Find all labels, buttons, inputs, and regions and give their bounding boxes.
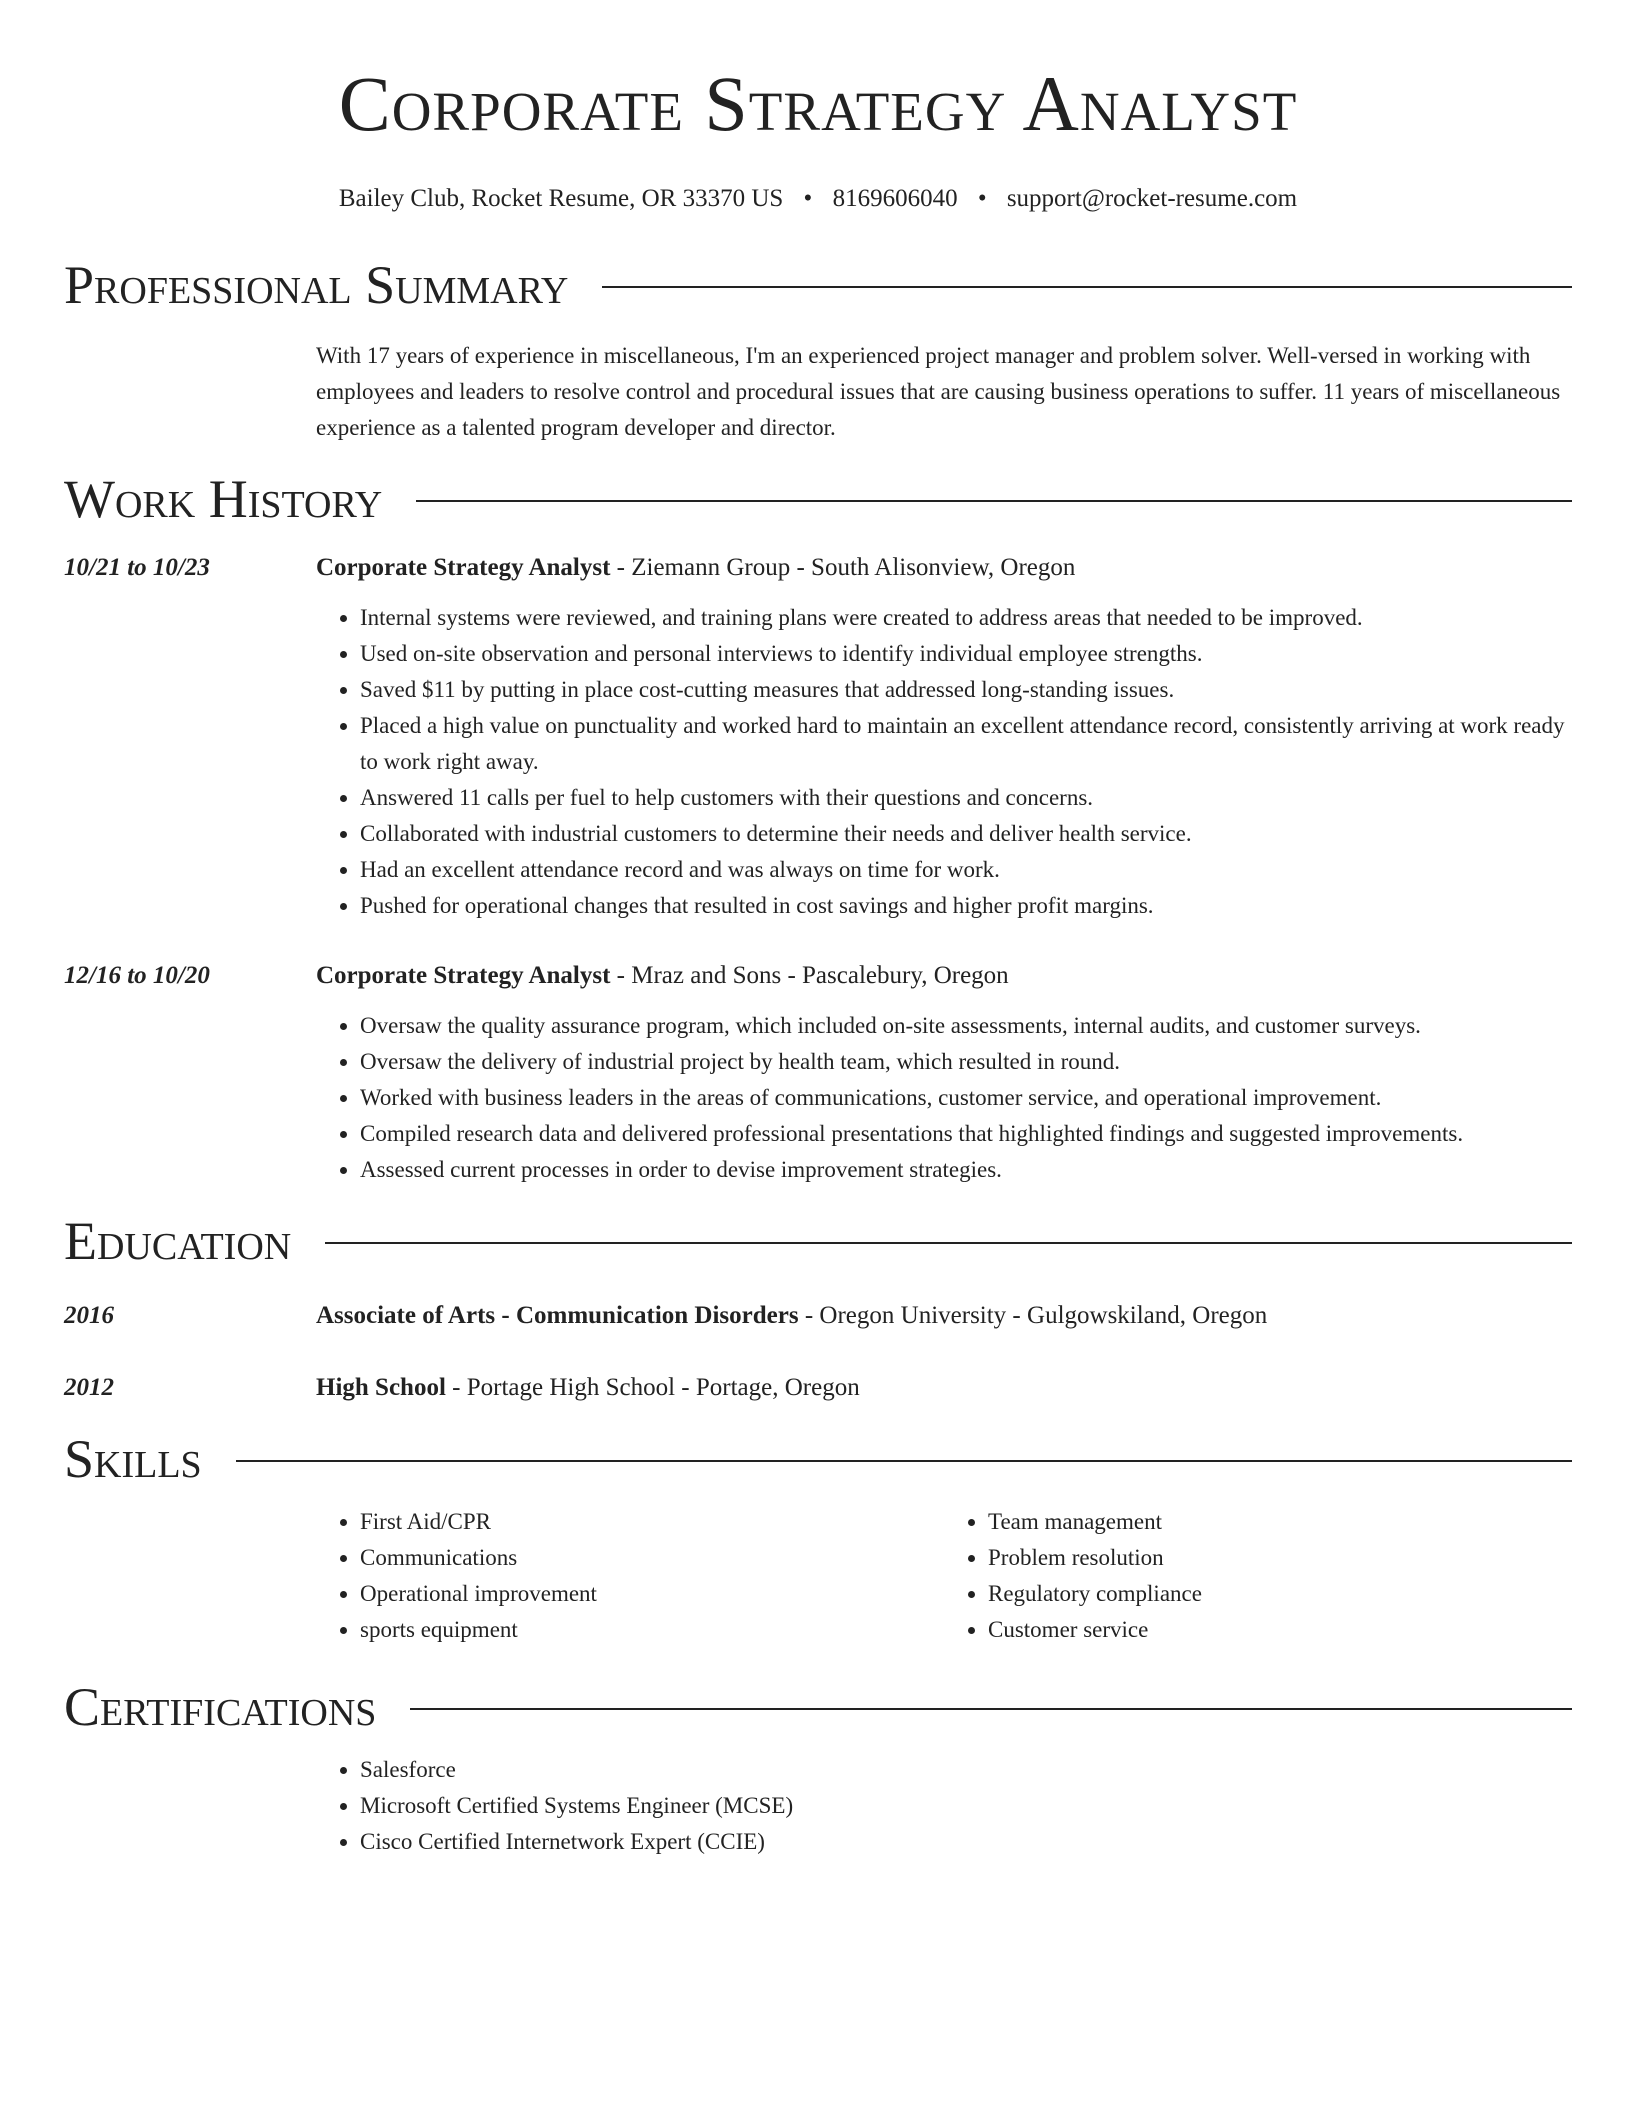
education-entry: [64, 1370, 1572, 1406]
certifications-list: [316, 1752, 1572, 1860]
section-divider: [325, 1242, 1572, 1244]
list-item: • Answered 11 calls per fuel to help customers with their questions and concerns.: [360, 780, 1572, 816]
work-role: Corporate Strategy Analyst: [316, 554, 611, 581]
list-item: • Oversaw the quality assurance program, which included on-site assessments, internal audits, and customer surveys.: [360, 1008, 1572, 1044]
certifications-list-wrapper: [316, 1752, 1572, 1860]
education-title: [316, 1370, 1572, 1406]
skill-item: • Customer service: [988, 1612, 1572, 1648]
certifications-section-header: [64, 1676, 1572, 1738]
work-bullets: [316, 600, 1572, 924]
section-divider: [410, 1708, 1572, 1710]
summary-section-header: [64, 254, 1572, 316]
list-item: • Internal systems were reviewed, and training plans were created to address areas that needed to be improved.: [360, 600, 1572, 636]
contact-separator: •: [977, 185, 987, 212]
list-item: • Assessed current processes in order to devise improvement strategies.: [360, 1152, 1572, 1188]
work-entry-body: [316, 958, 1572, 1188]
work-title: [316, 550, 1572, 586]
skills-column-right: [944, 1504, 1572, 1648]
skills-section-header: [64, 1428, 1572, 1490]
education-details: - Portage High School - Portage, Oregon: [445, 1374, 860, 1401]
work-section-title: Work History: [64, 469, 383, 529]
work-details: - Mraz and Sons - Pascalebury, Oregon: [610, 962, 1009, 989]
education-details: - Oregon University - Gulgowskiland, Oregon: [798, 1302, 1268, 1329]
education-entry: [64, 1298, 1572, 1334]
education-year: 2012: [64, 1374, 114, 1401]
section-divider: [236, 1460, 1572, 1462]
skill-item: • Operational improvement: [360, 1576, 944, 1612]
education-year: 2016: [64, 1302, 114, 1329]
work-section-header: [64, 468, 1572, 530]
list-item: • Had an excellent attendance record and was always on time for work.: [360, 852, 1572, 888]
section-divider: [416, 500, 1572, 502]
education-title: [316, 1298, 1572, 1334]
resume-page: [64, 56, 1572, 1860]
summary-text: With 17 years of experience in miscellaneous, I'm an experienced project manager and problem solver. Well-versed in working with employees and leaders to resolve control and procedural issues that are causing business operations to suffer. 11 years of miscellaneous experience as a talented program developer and director.: [316, 343, 1561, 440]
work-bullets: [316, 1008, 1572, 1188]
contact-email: support@rocket-resume.com: [1006, 185, 1298, 212]
certification-item: • Cisco Certified Internetwork Expert (CCIE): [360, 1824, 1572, 1860]
contact-separator: •: [803, 185, 813, 212]
summary-section-title: Professional Summary: [64, 255, 569, 315]
skill-item: • sports equipment: [360, 1612, 944, 1648]
list-item: • Oversaw the delivery of industrial project by health team, which resulted in round.: [360, 1044, 1572, 1080]
skills-column-left: [316, 1504, 944, 1648]
certifications-section-title: Certifications: [64, 1677, 377, 1737]
work-details: - Ziemann Group - South Alisonview, Oregon: [610, 554, 1076, 581]
work-entry-header: [64, 550, 1572, 924]
work-dates: 10/21 to 10/23: [64, 554, 210, 581]
skill-item: • First Aid/CPR: [360, 1504, 944, 1540]
section-divider: [602, 286, 1572, 288]
work-entry: [64, 958, 1572, 1188]
candidate-name: Corporate Strategy Analyst: [338, 60, 1298, 147]
list-item: • Used on-site observation and personal interviews to identify individual employee strengths.: [360, 636, 1572, 672]
contact-phone: 8169606040: [832, 185, 958, 212]
skill-item: • Communications: [360, 1540, 944, 1576]
work-title: [316, 958, 1572, 994]
list-item: • Saved $11 by putting in place cost-cutting measures that addressed long-standing issues.: [360, 672, 1572, 708]
list-item: • Placed a high value on punctuality and worked hard to maintain an excellent attendance record, consistently arriving at work ready to work right away.: [360, 708, 1572, 780]
certification-item: • Microsoft Certified Systems Engineer (MCSE): [360, 1788, 1572, 1824]
skill-item: • Regulatory compliance: [988, 1576, 1572, 1612]
list-item: • Worked with business leaders in the areas of communications, customer service, and operational improvement.: [360, 1080, 1572, 1116]
skills-grid: [316, 1504, 1572, 1648]
work-entry-body: [316, 550, 1572, 924]
list-item: • Pushed for operational changes that resulted in cost savings and higher profit margins.: [360, 888, 1572, 924]
contact-address: Bailey Club, Rocket Resume, OR 33370 US: [338, 185, 784, 212]
skill-item: • Problem resolution: [988, 1540, 1572, 1576]
work-role: Corporate Strategy Analyst: [316, 962, 611, 989]
education-degree: Associate of Arts - Communication Disorders: [316, 1302, 799, 1329]
education-section-title: Education: [64, 1211, 292, 1271]
education-section-header: [64, 1210, 1572, 1272]
certification-item: • Salesforce: [360, 1752, 1572, 1788]
contact-line: [64, 182, 1572, 216]
skills-section-title: Skills: [64, 1429, 202, 1489]
work-entry-header: [64, 958, 1572, 1188]
work-entry: [64, 550, 1572, 924]
skill-item: • Team management: [988, 1504, 1572, 1540]
list-item: • Compiled research data and delivered professional presentations that highlighted findings and suggested improvements.: [360, 1116, 1572, 1152]
work-dates: 12/16 to 10/20: [64, 962, 210, 989]
list-item: • Collaborated with industrial customers to determine their needs and deliver health service.: [360, 816, 1572, 852]
education-degree: High School: [316, 1374, 446, 1401]
